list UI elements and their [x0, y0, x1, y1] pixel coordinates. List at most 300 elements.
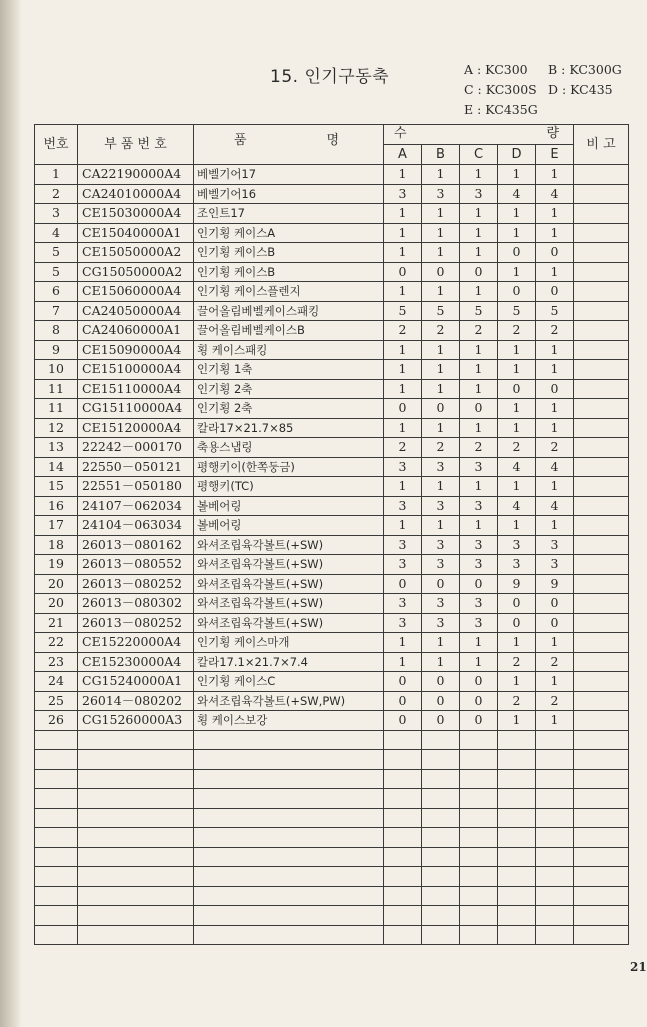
row-remarks	[574, 165, 629, 185]
empty-cell	[384, 925, 422, 945]
row-part-name: 볼베어링	[194, 516, 384, 536]
row-no: 11	[35, 379, 78, 399]
header-name	[194, 125, 384, 165]
empty-row	[35, 750, 629, 770]
empty-cell	[536, 847, 574, 867]
row-remarks	[574, 633, 629, 653]
row-qty-b: 1	[422, 340, 460, 360]
empty-cell	[574, 750, 629, 770]
row-qty-e: 1	[536, 711, 574, 731]
empty-cell	[78, 925, 194, 945]
row-no: 11	[35, 399, 78, 419]
row-part-name: 끌어올림베벨케이스B	[194, 321, 384, 341]
empty-cell	[194, 886, 384, 906]
empty-cell	[194, 789, 384, 809]
table-row	[35, 204, 629, 224]
row-qty-e: 1	[536, 633, 574, 653]
row-qty-a: 3	[384, 594, 422, 614]
empty-cell	[536, 730, 574, 750]
row-qty-a: 1	[384, 379, 422, 399]
row-qty-d: 1	[498, 262, 536, 282]
row-part-name: 인기횡 1축	[194, 360, 384, 380]
empty-cell	[498, 750, 536, 770]
row-remarks	[574, 438, 629, 458]
empty-row	[35, 867, 629, 887]
row-qty-d: 1	[498, 340, 536, 360]
row-qty-a: 1	[384, 418, 422, 438]
empty-cell	[574, 828, 629, 848]
row-remarks	[574, 516, 629, 536]
row-part-name: 축용스냅링	[194, 438, 384, 458]
row-part-no: CE15050000A2	[78, 243, 194, 263]
empty-cell	[460, 867, 498, 887]
row-part-no: CE15040000A1	[78, 223, 194, 243]
row-qty-b: 3	[422, 496, 460, 516]
empty-cell	[35, 769, 78, 789]
row-part-no: CA24060000A1	[78, 321, 194, 341]
empty-row	[35, 828, 629, 848]
parts-table	[34, 124, 629, 945]
row-qty-d: 0	[498, 282, 536, 302]
row-no: 1	[35, 165, 78, 185]
empty-cell	[78, 828, 194, 848]
empty-cell	[35, 789, 78, 809]
empty-cell	[536, 886, 574, 906]
row-qty-e: 3	[536, 555, 574, 575]
row-qty-b: 3	[422, 613, 460, 633]
page-title: 15. 인기구동축	[270, 67, 390, 87]
row-remarks	[574, 204, 629, 224]
legend-c: C : KC300S	[464, 82, 537, 97]
empty-cell	[384, 750, 422, 770]
row-qty-c: 1	[460, 418, 498, 438]
row-qty-b: 1	[422, 360, 460, 380]
row-qty-c: 1	[460, 243, 498, 263]
row-remarks	[574, 360, 629, 380]
empty-cell	[574, 867, 629, 887]
row-qty-a: 1	[384, 243, 422, 263]
row-qty-b: 1	[422, 633, 460, 653]
row-qty-d: 1	[498, 399, 536, 419]
row-no: 22	[35, 633, 78, 653]
row-qty-b: 3	[422, 457, 460, 477]
legend-d: D : KC435	[548, 82, 613, 97]
row-qty-e: 0	[536, 282, 574, 302]
empty-cell	[422, 828, 460, 848]
row-qty-d: 4	[498, 184, 536, 204]
empty-cell	[536, 750, 574, 770]
row-qty-e: 1	[536, 340, 574, 360]
empty-cell	[194, 750, 384, 770]
empty-cell	[194, 925, 384, 945]
row-part-no: CA22190000A4	[78, 165, 194, 185]
row-qty-a: 1	[384, 223, 422, 243]
row-qty-b: 5	[422, 301, 460, 321]
row-remarks	[574, 379, 629, 399]
empty-row	[35, 769, 629, 789]
row-qty-a: 3	[384, 555, 422, 575]
empty-cell	[422, 925, 460, 945]
row-qty-c: 3	[460, 594, 498, 614]
row-part-name: 인기횡 케이스마개	[194, 633, 384, 653]
row-part-no: 26013－080552	[78, 555, 194, 575]
row-qty-c: 5	[460, 301, 498, 321]
empty-row	[35, 730, 629, 750]
row-qty-d: 1	[498, 711, 536, 731]
empty-cell	[35, 847, 78, 867]
row-qty-d: 1	[498, 633, 536, 653]
row-qty-c: 1	[460, 340, 498, 360]
empty-row	[35, 925, 629, 945]
row-qty-a: 2	[384, 438, 422, 458]
row-qty-c: 0	[460, 399, 498, 419]
row-qty-d: 4	[498, 496, 536, 516]
row-qty-e: 1	[536, 262, 574, 282]
row-part-no: CG15050000A2	[78, 262, 194, 282]
row-qty-e: 1	[536, 516, 574, 536]
row-part-name: 인기횡 케이스C	[194, 672, 384, 692]
row-part-no: CE15060000A4	[78, 282, 194, 302]
row-part-no: CE15110000A4	[78, 379, 194, 399]
row-part-name: 인기횡 케이스B	[194, 243, 384, 263]
table-row	[35, 652, 629, 672]
empty-cell	[35, 867, 78, 887]
row-remarks	[574, 535, 629, 555]
row-qty-a: 0	[384, 574, 422, 594]
row-part-name: 와셔조립육각볼트(+SW)	[194, 594, 384, 614]
row-qty-d: 5	[498, 301, 536, 321]
empty-cell	[460, 906, 498, 926]
empty-cell	[460, 886, 498, 906]
empty-cell	[536, 906, 574, 926]
table-row	[35, 321, 629, 341]
row-qty-e: 1	[536, 360, 574, 380]
row-remarks	[574, 457, 629, 477]
row-no: 5	[35, 243, 78, 263]
row-qty-c: 0	[460, 691, 498, 711]
row-qty-d: 2	[498, 438, 536, 458]
empty-cell	[536, 828, 574, 848]
row-part-name: 볼베어링	[194, 496, 384, 516]
row-remarks	[574, 243, 629, 263]
table-row	[35, 282, 629, 302]
empty-cell	[78, 847, 194, 867]
table-row	[35, 340, 629, 360]
row-part-no: CG15110000A4	[78, 399, 194, 419]
table-row	[35, 594, 629, 614]
row-qty-b: 2	[422, 321, 460, 341]
row-part-name: 끌어올림베벨케이스패킹	[194, 301, 384, 321]
row-remarks	[574, 477, 629, 497]
row-qty-c: 0	[460, 672, 498, 692]
empty-cell	[78, 886, 194, 906]
row-no: 14	[35, 457, 78, 477]
row-remarks	[574, 594, 629, 614]
row-qty-b: 1	[422, 165, 460, 185]
row-qty-c: 3	[460, 535, 498, 555]
row-remarks	[574, 574, 629, 594]
row-qty-d: 1	[498, 165, 536, 185]
empty-cell	[422, 730, 460, 750]
row-qty-a: 1	[384, 340, 422, 360]
row-part-name: 베벨기어17	[194, 165, 384, 185]
row-qty-e: 2	[536, 321, 574, 341]
empty-cell	[574, 730, 629, 750]
empty-cell	[78, 750, 194, 770]
page-binding-shadow	[0, 0, 22, 1027]
row-qty-a: 0	[384, 711, 422, 731]
row-part-no: CG15240000A1	[78, 672, 194, 692]
row-qty-c: 3	[460, 555, 498, 575]
row-qty-c: 3	[460, 457, 498, 477]
empty-cell	[194, 808, 384, 828]
row-remarks	[574, 496, 629, 516]
empty-row	[35, 808, 629, 828]
empty-cell	[422, 867, 460, 887]
row-qty-b: 1	[422, 418, 460, 438]
row-qty-b: 1	[422, 204, 460, 224]
row-qty-b: 3	[422, 594, 460, 614]
table-row	[35, 243, 629, 263]
table-row	[35, 399, 629, 419]
row-qty-d: 1	[498, 477, 536, 497]
empty-cell	[536, 769, 574, 789]
row-part-no: CE15100000A4	[78, 360, 194, 380]
row-part-no: 26013－080252	[78, 613, 194, 633]
row-no: 4	[35, 223, 78, 243]
row-remarks	[574, 262, 629, 282]
table-row	[35, 711, 629, 731]
row-part-no: CG15260000A3	[78, 711, 194, 731]
row-qty-d: 1	[498, 360, 536, 380]
row-qty-e: 4	[536, 457, 574, 477]
empty-cell	[384, 847, 422, 867]
empty-cell	[498, 769, 536, 789]
row-qty-a: 1	[384, 204, 422, 224]
legend-e: E : KC435G	[464, 102, 538, 117]
empty-cell	[35, 925, 78, 945]
empty-cell	[536, 789, 574, 809]
row-qty-b: 1	[422, 282, 460, 302]
row-qty-c: 0	[460, 574, 498, 594]
header-name-a: 품	[234, 133, 247, 148]
empty-cell	[536, 867, 574, 887]
empty-cell	[574, 886, 629, 906]
row-part-name: 와셔조립육각볼트(+SW)	[194, 535, 384, 555]
row-part-no: CE15120000A4	[78, 418, 194, 438]
empty-cell	[574, 808, 629, 828]
empty-cell	[422, 808, 460, 828]
row-qty-b: 1	[422, 243, 460, 263]
row-qty-a: 3	[384, 184, 422, 204]
table-row	[35, 301, 629, 321]
header-col-e: E	[536, 145, 574, 165]
row-part-name: 인기횡 케이스B	[194, 262, 384, 282]
row-part-no: CA24050000A4	[78, 301, 194, 321]
row-qty-c: 2	[460, 438, 498, 458]
row-qty-d: 9	[498, 574, 536, 594]
row-no: 9	[35, 340, 78, 360]
row-remarks	[574, 184, 629, 204]
row-qty-b: 0	[422, 691, 460, 711]
table-row	[35, 360, 629, 380]
row-qty-c: 0	[460, 262, 498, 282]
row-qty-c: 1	[460, 282, 498, 302]
row-qty-d: 1	[498, 223, 536, 243]
row-remarks	[574, 340, 629, 360]
row-qty-c: 0	[460, 711, 498, 731]
empty-cell	[384, 867, 422, 887]
row-part-no: 24104－063034	[78, 516, 194, 536]
row-qty-e: 1	[536, 204, 574, 224]
row-no: 20	[35, 574, 78, 594]
empty-cell	[35, 730, 78, 750]
empty-cell	[574, 769, 629, 789]
row-qty-e: 0	[536, 243, 574, 263]
empty-cell	[498, 886, 536, 906]
row-qty-e: 0	[536, 379, 574, 399]
row-remarks	[574, 321, 629, 341]
empty-cell	[422, 769, 460, 789]
row-no: 12	[35, 418, 78, 438]
row-qty-b: 0	[422, 399, 460, 419]
row-qty-a: 0	[384, 672, 422, 692]
empty-cell	[35, 828, 78, 848]
row-qty-d: 0	[498, 379, 536, 399]
row-part-no: CE15220000A4	[78, 633, 194, 653]
row-qty-e: 4	[536, 496, 574, 516]
row-qty-e: 4	[536, 184, 574, 204]
empty-cell	[422, 847, 460, 867]
table-row	[35, 262, 629, 282]
empty-cell	[194, 828, 384, 848]
row-qty-a: 1	[384, 633, 422, 653]
empty-row	[35, 789, 629, 809]
row-qty-b: 3	[422, 535, 460, 555]
page-number: 21	[630, 960, 647, 974]
row-qty-b: 1	[422, 516, 460, 536]
row-no: 16	[35, 496, 78, 516]
empty-cell	[194, 730, 384, 750]
row-qty-d: 2	[498, 652, 536, 672]
row-no: 19	[35, 555, 78, 575]
empty-cell	[574, 847, 629, 867]
row-qty-b: 1	[422, 652, 460, 672]
table-row	[35, 379, 629, 399]
row-qty-c: 1	[460, 165, 498, 185]
row-remarks	[574, 652, 629, 672]
empty-cell	[78, 730, 194, 750]
row-qty-e: 2	[536, 652, 574, 672]
row-part-name: 횡 케이스보강	[194, 711, 384, 731]
row-qty-a: 1	[384, 165, 422, 185]
row-no: 26	[35, 711, 78, 731]
row-part-name: 와셔조립육각볼트(+SW)	[194, 574, 384, 594]
legend-b: B : KC300G	[548, 62, 622, 77]
empty-cell	[498, 847, 536, 867]
table-row	[35, 223, 629, 243]
empty-cell	[574, 906, 629, 926]
row-part-no: 24107－062034	[78, 496, 194, 516]
header-col-d: D	[498, 145, 536, 165]
empty-cell	[35, 906, 78, 926]
row-no: 3	[35, 204, 78, 224]
row-remarks	[574, 282, 629, 302]
row-qty-b: 1	[422, 379, 460, 399]
empty-cell	[460, 769, 498, 789]
row-qty-a: 1	[384, 516, 422, 536]
empty-cell	[422, 789, 460, 809]
empty-row	[35, 847, 629, 867]
header-quantity	[384, 125, 574, 145]
empty-cell	[35, 750, 78, 770]
row-qty-d: 3	[498, 555, 536, 575]
empty-cell	[384, 906, 422, 926]
table-row	[35, 574, 629, 594]
row-remarks	[574, 301, 629, 321]
row-qty-e: 1	[536, 672, 574, 692]
row-part-name: 베벨기어16	[194, 184, 384, 204]
row-qty-d: 1	[498, 516, 536, 536]
row-part-name: 칼라17×21.7×85	[194, 418, 384, 438]
empty-row	[35, 906, 629, 926]
row-part-no: CA24010000A4	[78, 184, 194, 204]
row-qty-e: 2	[536, 438, 574, 458]
row-qty-c: 1	[460, 516, 498, 536]
empty-cell	[460, 789, 498, 809]
row-qty-c: 3	[460, 496, 498, 516]
row-qty-d: 3	[498, 535, 536, 555]
row-qty-c: 1	[460, 477, 498, 497]
row-qty-e: 3	[536, 535, 574, 555]
row-remarks	[574, 711, 629, 731]
row-qty-d: 2	[498, 321, 536, 341]
empty-cell	[460, 730, 498, 750]
parts-table-body	[35, 165, 629, 945]
row-part-name: 조인트17	[194, 204, 384, 224]
row-qty-c: 1	[460, 633, 498, 653]
empty-cell	[460, 847, 498, 867]
row-qty-a: 1	[384, 652, 422, 672]
row-qty-e: 0	[536, 594, 574, 614]
empty-row	[35, 886, 629, 906]
row-qty-c: 3	[460, 613, 498, 633]
empty-cell	[498, 828, 536, 848]
header-remarks: 비 고	[574, 125, 629, 165]
row-qty-d: 0	[498, 613, 536, 633]
row-part-no: 26013－080252	[78, 574, 194, 594]
empty-cell	[384, 769, 422, 789]
row-qty-e: 1	[536, 418, 574, 438]
row-qty-e: 0	[536, 613, 574, 633]
row-qty-e: 1	[536, 165, 574, 185]
table-row	[35, 633, 629, 653]
header-qty-b: 량	[546, 126, 559, 141]
row-qty-b: 0	[422, 262, 460, 282]
empty-cell	[35, 886, 78, 906]
row-qty-e: 5	[536, 301, 574, 321]
row-qty-c: 3	[460, 184, 498, 204]
row-qty-a: 2	[384, 321, 422, 341]
empty-cell	[384, 730, 422, 750]
row-part-name: 인기횡 2축	[194, 399, 384, 419]
empty-cell	[422, 886, 460, 906]
table-row	[35, 691, 629, 711]
row-no: 18	[35, 535, 78, 555]
row-qty-c: 1	[460, 223, 498, 243]
table-row	[35, 672, 629, 692]
row-part-name: 평행키(TC)	[194, 477, 384, 497]
